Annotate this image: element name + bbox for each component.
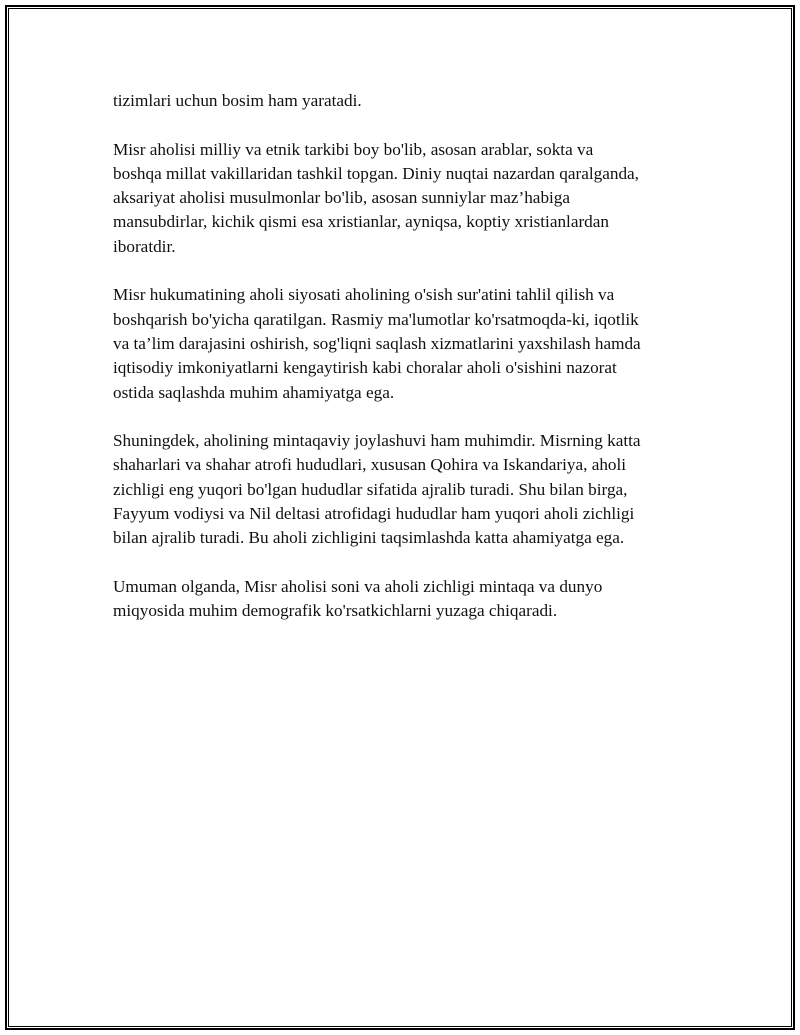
text-line: Umuman olganda, Misr aholisi soni va aholi zichligi mintaqa va dunyo xyxy=(113,576,603,596)
text-line: boshqa millat vakillaridan tashkil topgan. Diniy nuqtai nazardan qaralganda, xyxy=(113,163,639,183)
text-line: Fayyum vodiysi va Nil deltasi atrofidagi hududlar ham yuqori aholi zichligi xyxy=(113,504,635,524)
document-body xyxy=(113,89,693,648)
text-line: aksariyat aholisi musulmonlar bo'lib, asosan sunniylar maz’habiga xyxy=(113,188,571,208)
text-line: tizimlari uchun bosim ham yaratadi. xyxy=(113,91,362,110)
text-line: boshqarish bo'yicha qaratilgan. Rasmiy ma'lumotlar ko'rsatmoqda-ki, iqotlik xyxy=(113,309,639,329)
paragraph-2 xyxy=(113,138,693,259)
paragraph-4 xyxy=(113,429,693,550)
text-line: miqyosida muhim demografik ko'rsatkichlarni yuzaga chiqaradi. xyxy=(113,601,558,621)
text-line: iqtisodiy imkoniyatlarni kengaytirish kabi choralar aholi o'sishini nazorat xyxy=(113,358,617,378)
text-line: iboratdir. xyxy=(113,236,176,256)
text-line: zichligi eng yuqori bo'lgan hududlar sifatida ajralib turadi. Shu bilan birga, xyxy=(113,479,628,499)
text-line: mansubdirlar, kichik qismi esa xristianlar, ayniqsa, koptiy xristianlardan xyxy=(113,212,609,232)
paragraph-5 xyxy=(113,575,693,624)
paragraph-1 xyxy=(113,89,693,113)
text-line: Misr hukumatining aholi siyosati aholining o'sish sur'atini tahlil qilish va xyxy=(113,285,615,305)
text-line: Shuningdek, aholining mintaqaviy joylashuvi ham muhimdir. Misrning katta xyxy=(113,431,641,451)
text-line: va ta’lim darajasini oshirish, sog'liqni saqlash xizmatlarini yaxshilash hamda xyxy=(113,333,641,353)
text-line: ostida saqlashda muhim ahamiyatga ega. xyxy=(113,382,395,402)
paragraph-3 xyxy=(113,283,693,404)
text-line: bilan ajralib turadi. Bu aholi zichligini taqsimlashda katta ahamiyatga ega. xyxy=(113,528,625,548)
text-line: Misr aholisi milliy va etnik tarkibi boy bo'lib, asosan arablar, sokta va xyxy=(113,139,594,159)
text-line: shaharlari va shahar atrofi hududlari, xususan Qohira va Iskandariya, aholi xyxy=(113,455,627,475)
